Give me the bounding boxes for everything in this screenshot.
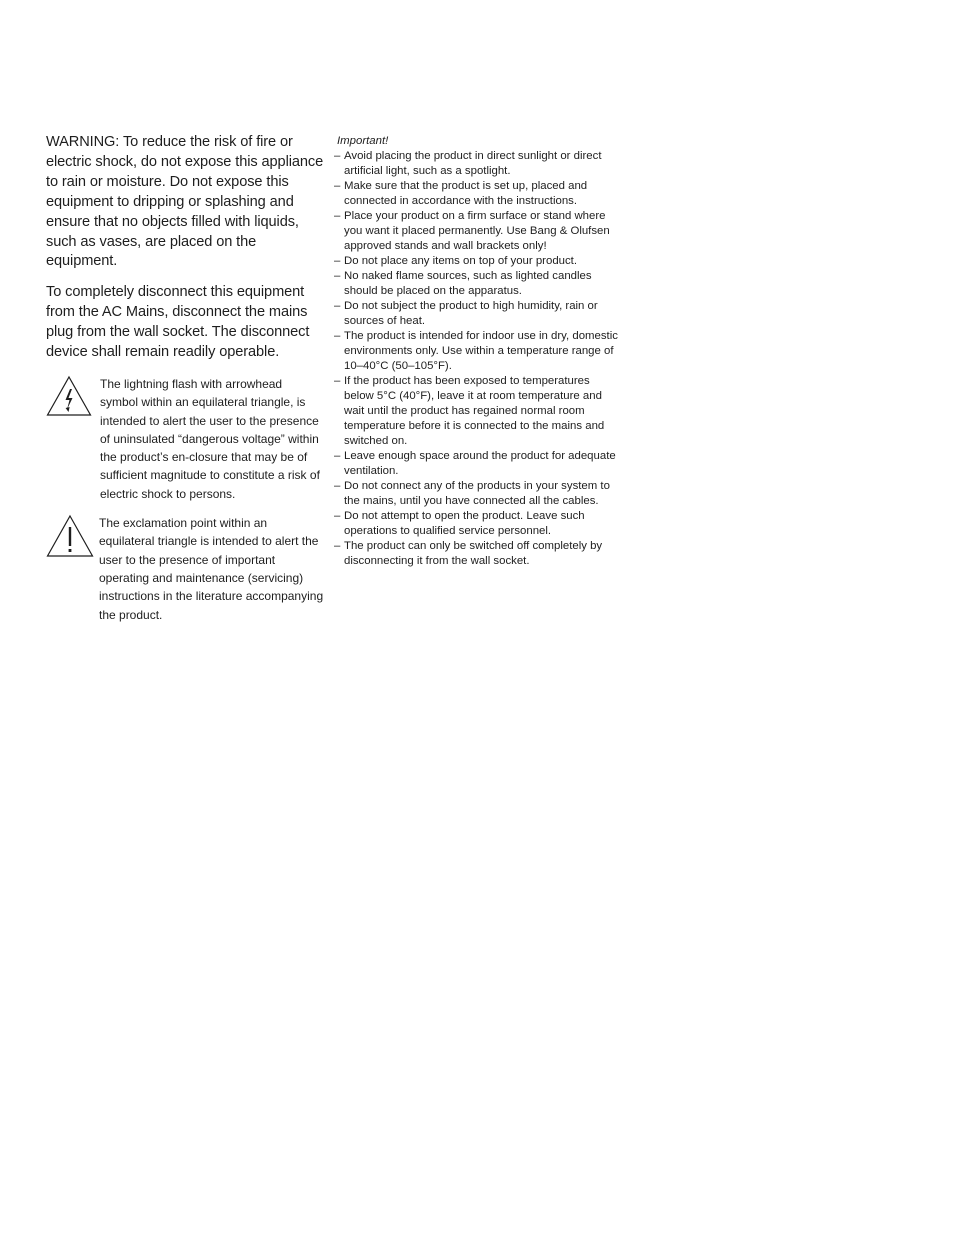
disconnect-paragraph: To completely disconnect this equipment from the AC Mains, disconnect the mains plug from the wall socket. The disconnect device shall remain readily operable. [46, 284, 310, 361]
list-item: – Do not place any items on top of your product. [334, 255, 578, 267]
important-list [334, 149, 619, 569]
list-item: – Do not subject the product to high humidity, rain or sources of heat. [334, 300, 598, 327]
list-item: – If the product has been exposed to temperatures below 5°C (40°F), leave it at room temperature and wait until the product has regained normal room temperature before it is connected to the mains and switched on. [334, 375, 605, 447]
list-item: – No naked flame sources, such as lighted candles should be placed on the apparatus. [334, 270, 592, 297]
list-item: – Do not attempt to open the product. Leave such operations to qualified service personnel. [334, 510, 585, 537]
warning-label: WARNING: [46, 134, 120, 150]
important-heading: Important! [337, 135, 389, 147]
exclamation-description: The exclamation point within an equilateral triangle is intended to alert the user to the presence of important operating and maintenance (servicing) instructions in the literature accompanying the product. [99, 516, 324, 622]
list-item: – Leave enough space around the product for adequate ventilation. [334, 450, 616, 477]
lightning-warning-icon [46, 375, 92, 417]
list-item: – Avoid placing the product in direct sunlight or direct artificial light, such as a spotlight. [334, 150, 602, 177]
warning-text: To reduce the risk of fire or electric shock, do not expose this appliance to rain or moisture. Do not expose this equipment to dripping or splashing and ensure that no objects filled with liquids, such as vases, are placed on the equipment. [46, 134, 324, 270]
exclamation-symbol-block [46, 514, 326, 624]
lightning-symbol-block [46, 375, 326, 503]
list-item: – Place your product on a firm surface or stand where you want it placed permanently. Use Bang & Olufsen approved stands and wall brackets only! [334, 210, 610, 252]
list-item: – Make sure that the product is set up, placed and connected in accordance with the instructions. [334, 180, 588, 207]
right-column [334, 134, 619, 569]
left-column [46, 133, 326, 624]
list-item: – The product is intended for indoor use in dry, domestic environments only. Use within a temperature range of 10–40°C (50–105°F). [334, 330, 618, 372]
list-item: – Do not connect any of the products in your system to the mains, until you have connected all the cables. [334, 480, 610, 507]
list-item: – The product can only be switched off completely by disconnecting it from the wall socket. [334, 540, 603, 567]
exclamation-warning-icon [46, 514, 94, 558]
warning-paragraph [46, 133, 326, 272]
lightning-description: The lightning flash with arrowhead symbol within an equilateral triangle, is intended to alert the user to the presence of uninsulated “dangerous voltage” within the product’s en-closure that may be of sufficient magnitude to constitute a risk of electric shock to persons. [100, 376, 320, 501]
